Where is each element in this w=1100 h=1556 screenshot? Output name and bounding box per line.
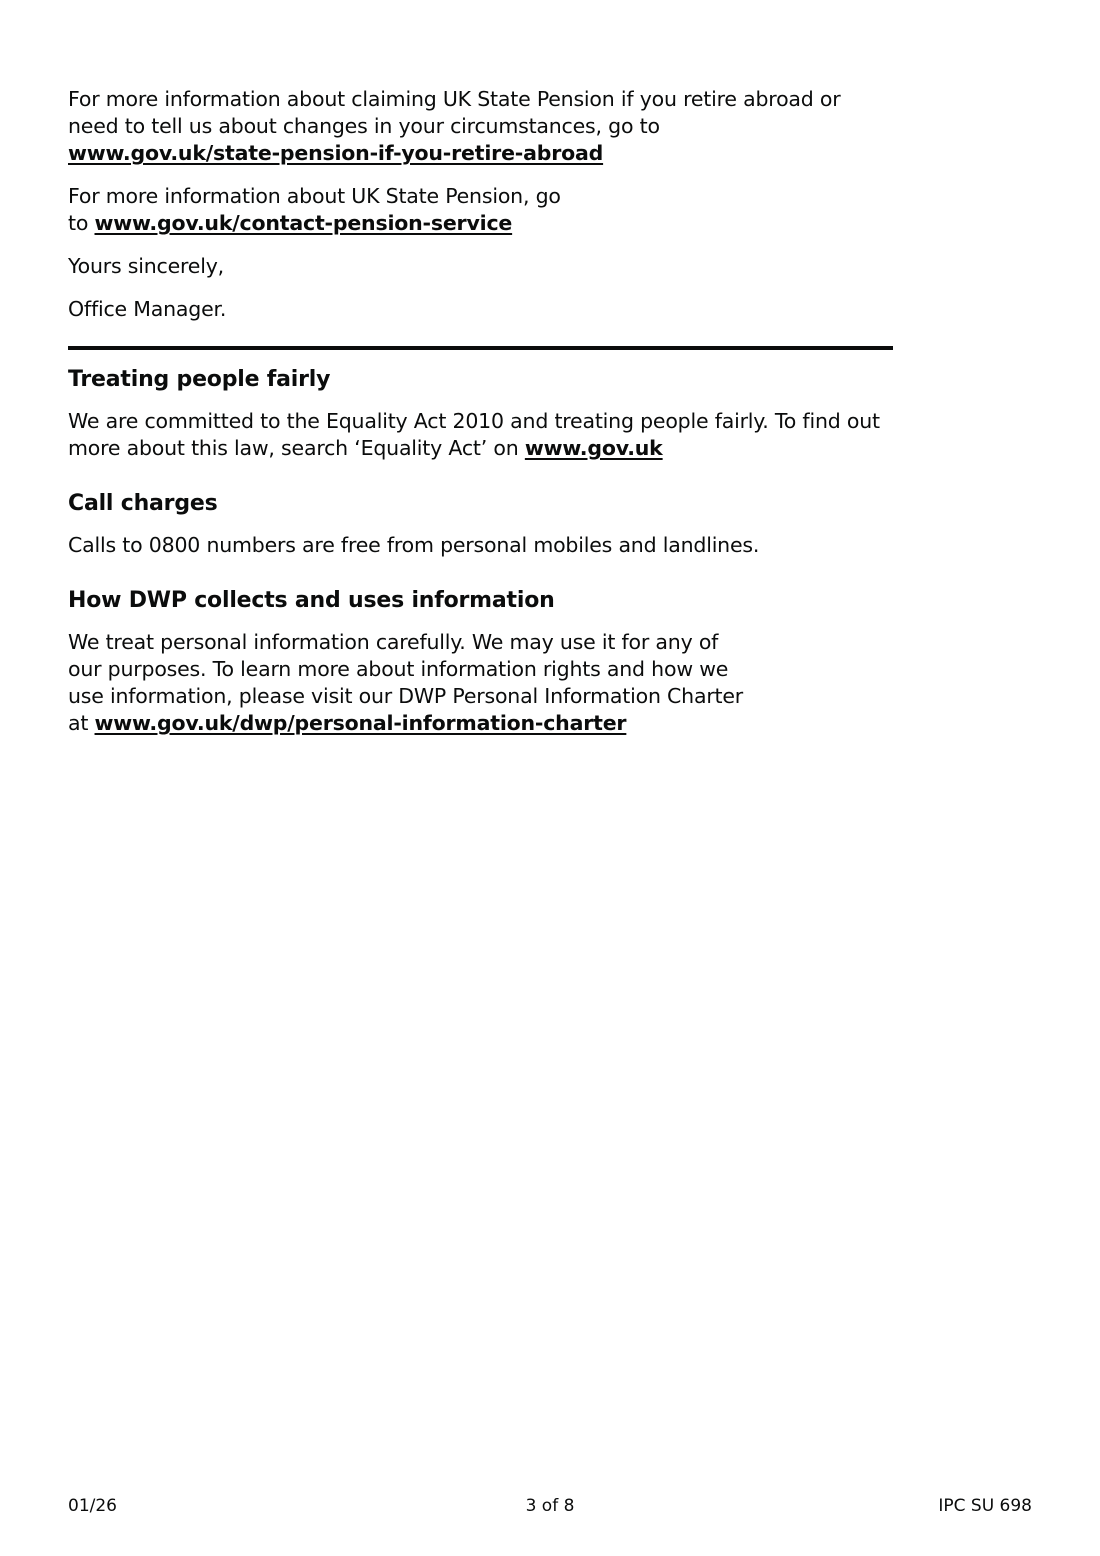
state-pension-paragraph bbox=[68, 183, 894, 237]
dwp-information-line-2: our purposes. To learn more about information rights and how we bbox=[68, 657, 729, 681]
retire-abroad-link[interactable]: www.gov.uk/state-pension-if-you-retire-abroad bbox=[68, 141, 604, 165]
abroad-paragraph bbox=[68, 86, 894, 167]
treating-fairly-heading: Treating people fairly bbox=[68, 367, 331, 392]
personal-information-charter-link[interactable]: www.gov.uk/dwp/personal-information-charter bbox=[94, 711, 627, 735]
footer-page-number: 3 of 8 bbox=[525, 1496, 575, 1516]
dwp-information-prefix: at bbox=[68, 711, 95, 735]
footer-form-code: IPC SU 698 bbox=[938, 1496, 1032, 1516]
dwp-information-paragraph bbox=[68, 629, 894, 737]
letter-body bbox=[68, 86, 894, 737]
call-charges-heading: Call charges bbox=[68, 491, 218, 516]
page-footer bbox=[0, 1494, 1100, 1518]
state-pension-prefix: to bbox=[68, 211, 95, 235]
treating-fairly-line-1: We are committed to the Equality Act 2010 and treating people fairly. To find out bbox=[68, 409, 880, 433]
signoff: Office Manager. bbox=[68, 297, 227, 321]
treating-fairly-paragraph bbox=[68, 408, 894, 462]
call-charges-paragraph: Calls to 0800 numbers are free from personal mobiles and landlines. bbox=[68, 533, 760, 557]
dwp-information-heading: How DWP collects and uses information bbox=[68, 588, 555, 613]
contact-pension-service-link[interactable]: www.gov.uk/contact-pension-service bbox=[94, 211, 513, 235]
dwp-information-line-3: use information, please visit our DWP Personal Information Charter bbox=[68, 684, 744, 708]
abroad-line-2: need to tell us about changes in your circumstances, go to bbox=[68, 114, 660, 138]
section-divider bbox=[68, 346, 893, 350]
gov-uk-link[interactable]: www.gov.uk bbox=[524, 436, 663, 460]
salutation: Yours sincerely, bbox=[68, 254, 224, 278]
state-pension-line-1: For more information about UK State Pension, go bbox=[68, 184, 561, 208]
abroad-line-1: For more information about claiming UK State Pension if you retire abroad or bbox=[68, 87, 841, 111]
footer-date-code: 01/26 bbox=[68, 1496, 117, 1516]
dwp-information-line-1: We treat personal information carefully. We may use it for any of bbox=[68, 630, 719, 654]
treating-fairly-line-2: more about this law, search ‘Equality Act’ on bbox=[68, 436, 525, 460]
